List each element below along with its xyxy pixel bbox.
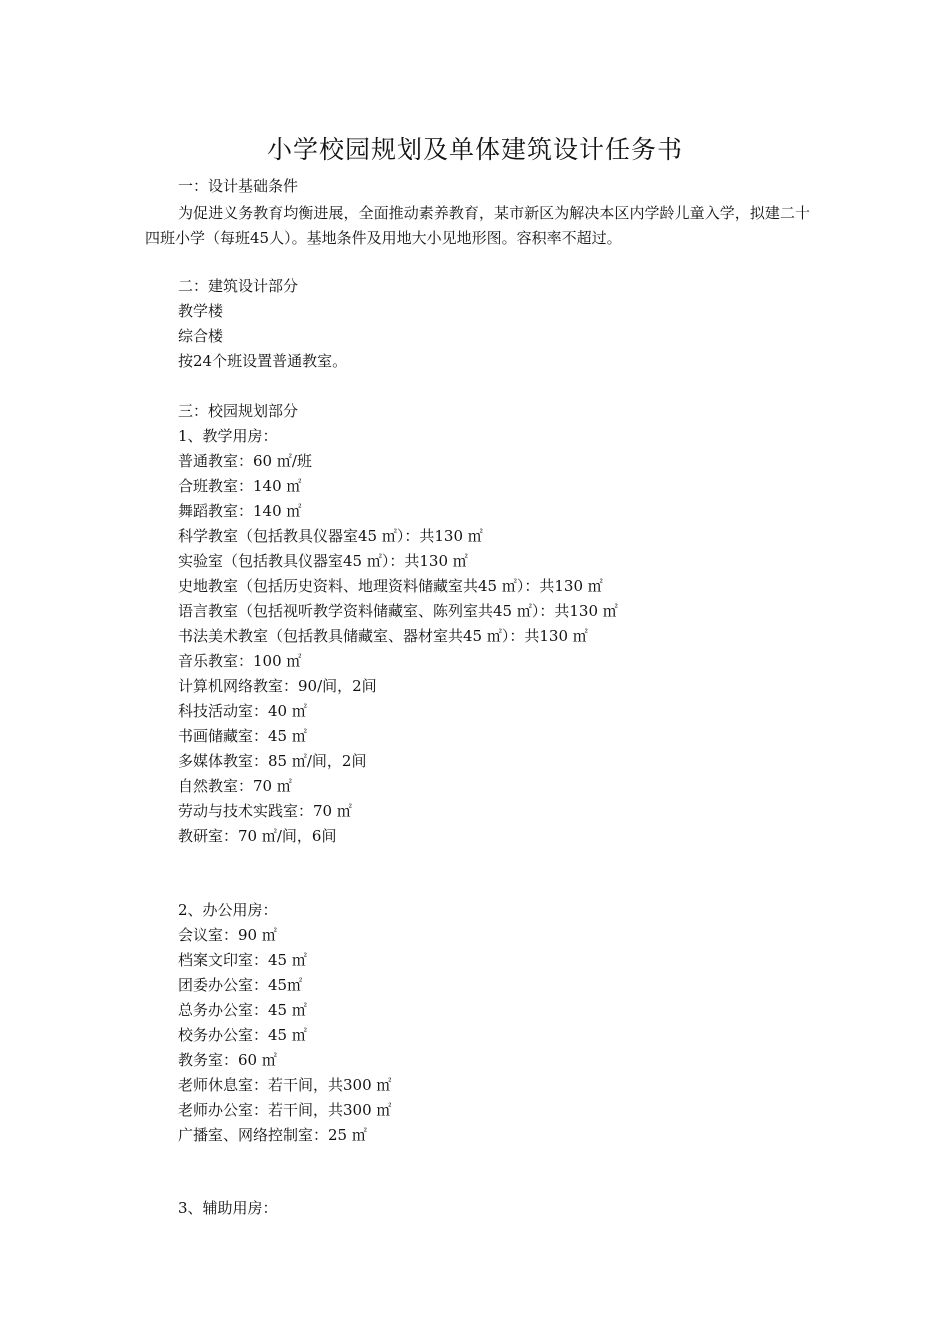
list-item: 科学教室（包括教具仪器室45 ㎡）：共130 ㎡	[178, 527, 483, 545]
section-2-line-3: 按24个班设置普通教室。	[178, 352, 348, 370]
section-2-heading: 二：建筑设计部分	[178, 277, 299, 295]
list-item: 史地教室（包括历史资料、地理资料储藏室共45 ㎡）：共130 ㎡	[178, 577, 603, 595]
teaching-rooms-heading: 1、教学用房：	[178, 427, 278, 445]
list-item: 档案文印室：45 ㎡	[178, 951, 307, 969]
list-item: 科技活动室：40 ㎡	[178, 702, 307, 720]
auxiliary-rooms-heading: 3、辅助用房：	[178, 1199, 278, 1217]
list-item: 书法美术教室（包括教具储藏室、器材室共45 ㎡）：共130 ㎡	[178, 627, 588, 645]
list-item: 自然教室：70 ㎡	[178, 777, 292, 795]
list-item: 书画储藏室：45 ㎡	[178, 727, 307, 745]
list-item: 计算机网络教室：90/间，2间	[178, 677, 377, 695]
section-2-line-2: 综合楼	[178, 327, 224, 345]
list-item: 教研室：70 ㎡/间，6间	[178, 827, 337, 845]
list-item: 多媒体教室：85 ㎡/间，2间	[178, 752, 367, 770]
document-title: 小学校园规划及单体建筑设计任务书	[266, 135, 683, 164]
list-item: 实验室（包括教具仪器室45 ㎡）：共130 ㎡	[178, 552, 468, 570]
office-rooms-heading: 2、办公用房：	[178, 901, 278, 919]
list-item: 教务室：60 ㎡	[178, 1051, 277, 1069]
list-item: 舞蹈教室：140 ㎡	[178, 502, 302, 520]
list-item: 校务办公室：45 ㎡	[178, 1026, 307, 1044]
section-1-paragraph: 为促进义务教育均衡进展，全面推动素养教育，某市新区为解决本区内学龄儿童入学，拟建二十四班小学（每班45人）。基地条件及用地大小见地形图。容积率不超过。	[145, 204, 810, 247]
list-item: 总务办公室：45 ㎡	[178, 1001, 307, 1019]
list-item: 广播室、网络控制室：25 ㎡	[178, 1126, 367, 1144]
list-item: 会议室：90 ㎡	[178, 926, 277, 944]
section-2-line-1: 教学楼	[178, 302, 224, 320]
list-item: 团委办公室：45㎡	[178, 976, 303, 994]
list-item: 老师办公室：若干间，共300 ㎡	[178, 1101, 392, 1119]
list-item: 劳动与技术实践室：70 ㎡	[178, 802, 352, 820]
section-3-heading: 三：校园规划部分	[178, 402, 299, 420]
section-1-heading: 一：设计基础条件	[178, 177, 299, 195]
list-item: 老师休息室：若干间，共300 ㎡	[178, 1076, 392, 1094]
list-item: 普通教室：60 ㎡/班	[178, 452, 312, 470]
list-item: 音乐教室：100 ㎡	[178, 652, 302, 670]
list-item: 合班教室：140 ㎡	[178, 477, 302, 495]
list-item: 语言教室（包括视听教学资料储藏室、陈列室共45 ㎡）：共130 ㎡	[178, 602, 618, 620]
